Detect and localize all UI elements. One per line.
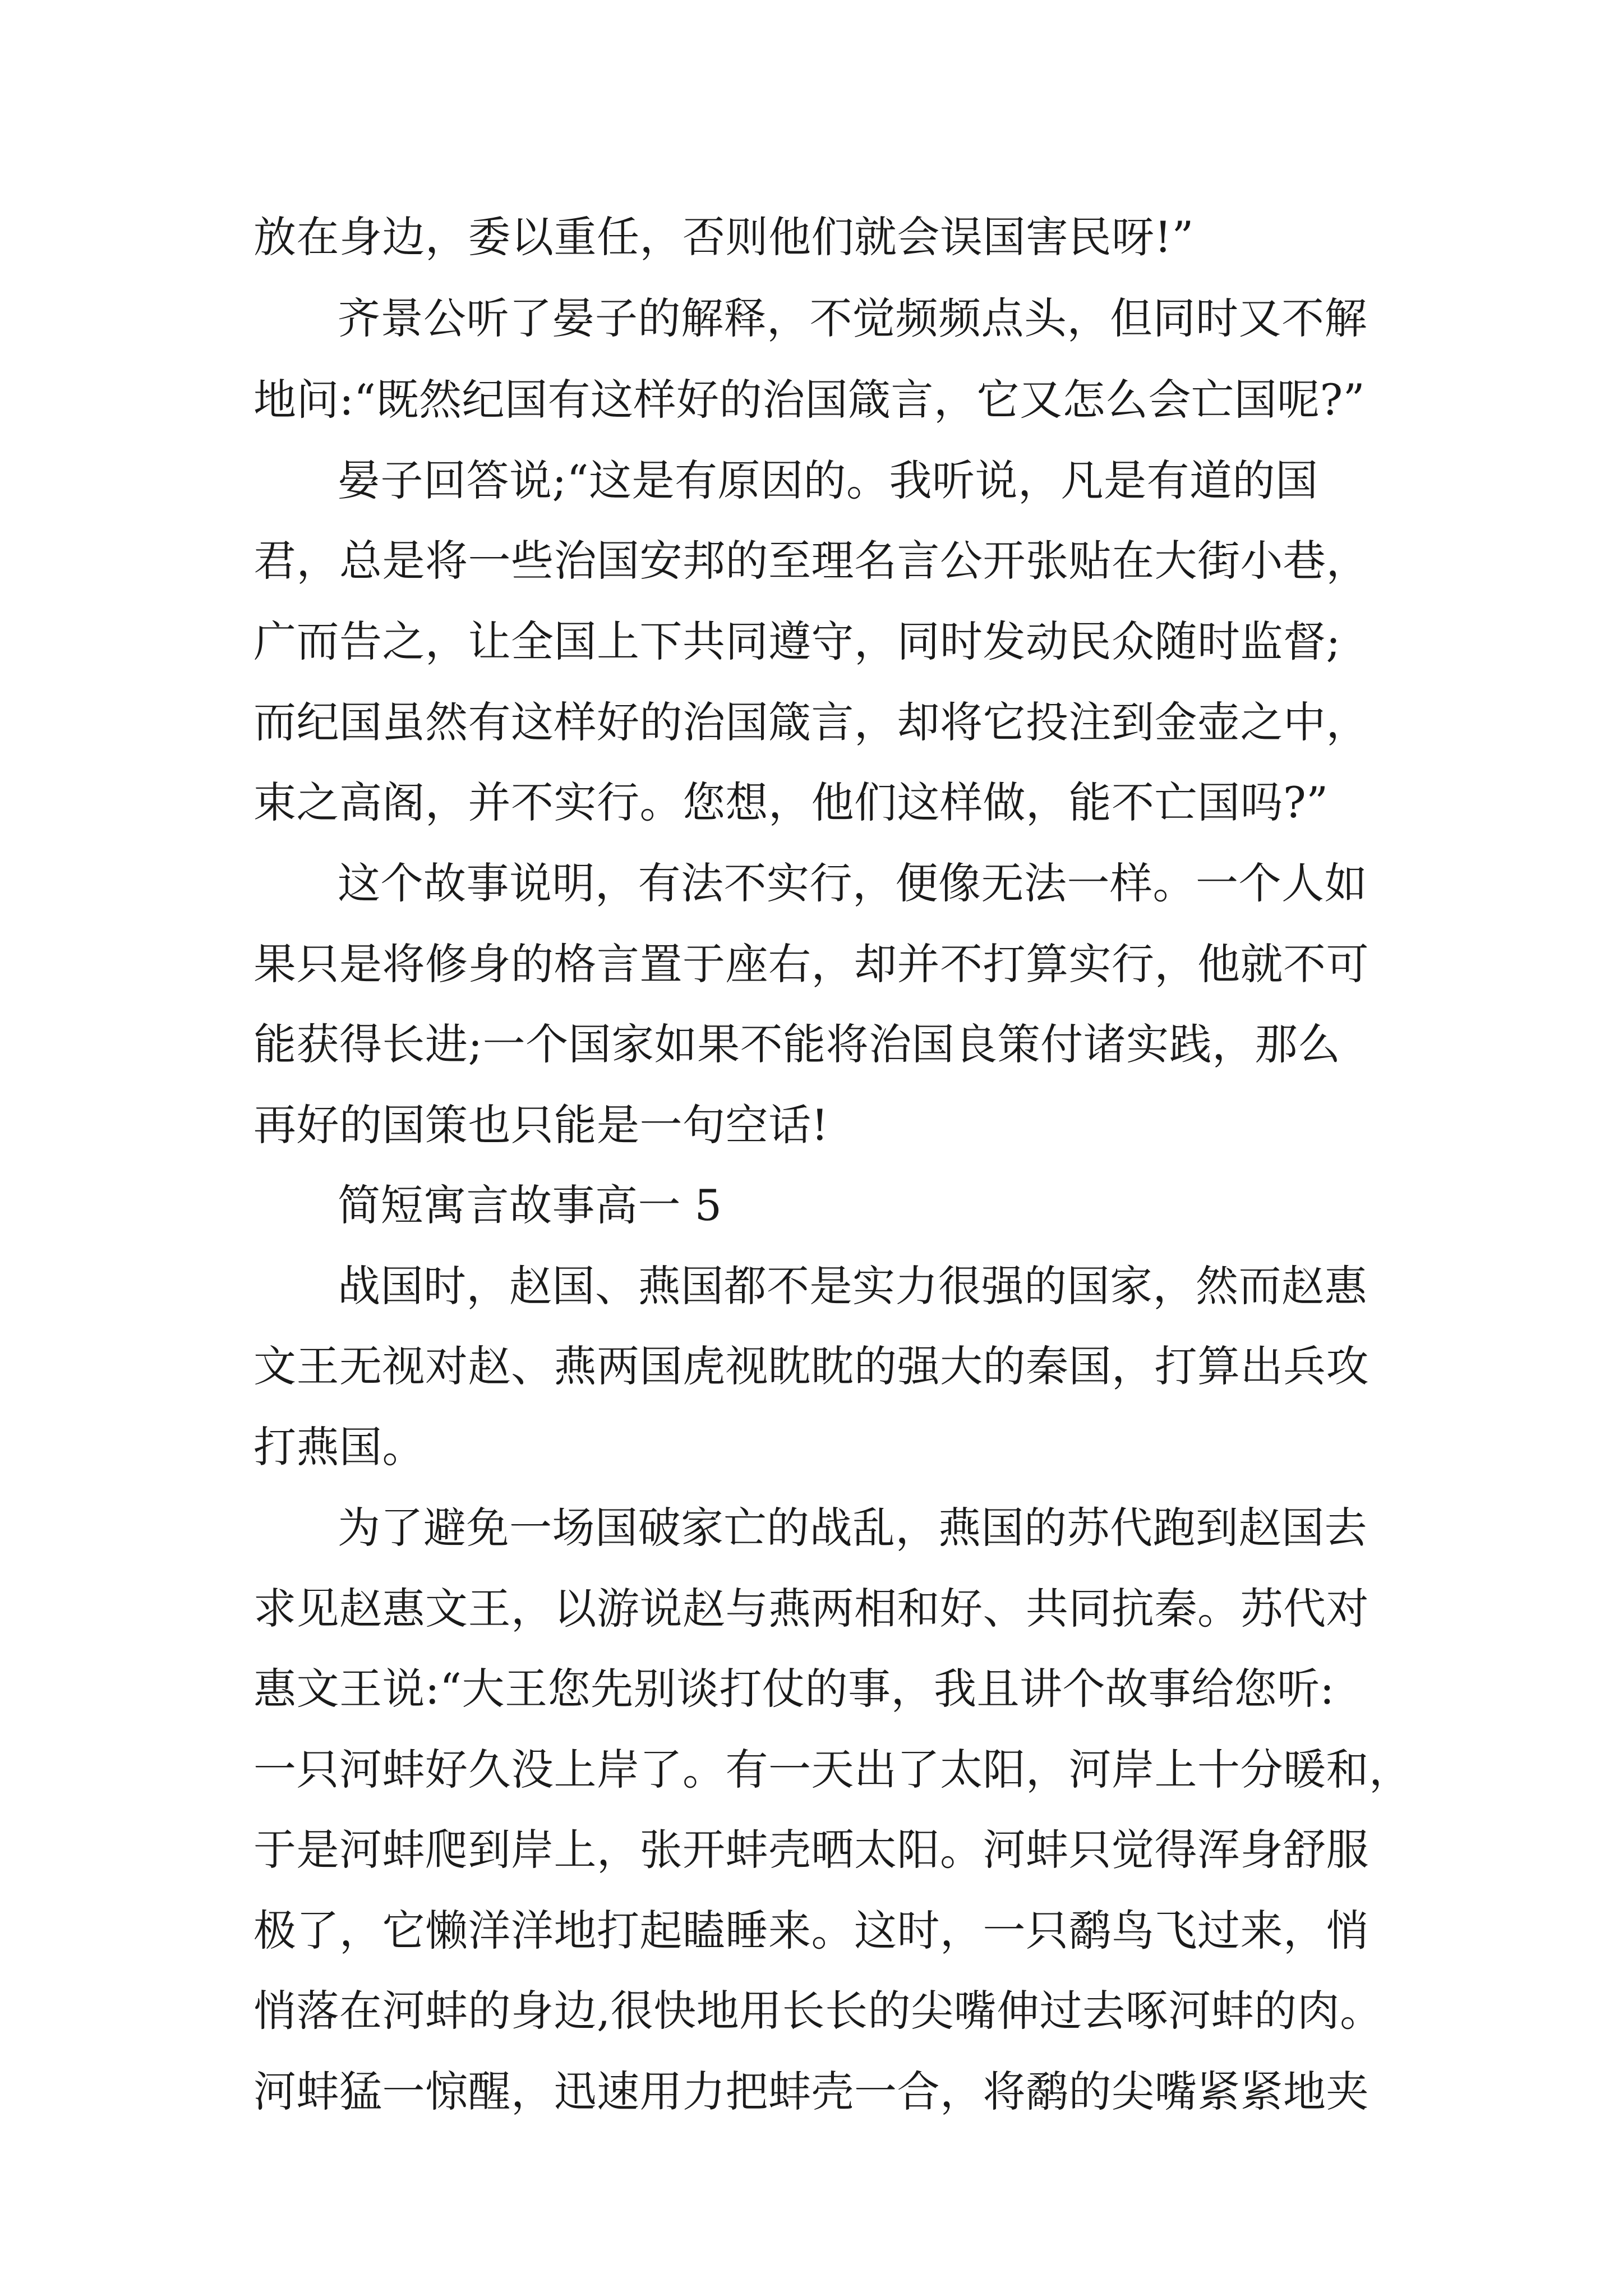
text-line: 于是河蚌爬到岸上，张开蚌壳晒太阳。河蚌只觉得浑身舒服 [253, 1825, 1369, 1875]
section-heading: 简短寓言故事高一 5 [338, 1180, 722, 1230]
text-line: 惠文王说:“大王您先别谈打仗的事，我且讲个故事给您听: [253, 1664, 1335, 1714]
text-line: 再好的国策也只能是一句空话! [253, 1100, 829, 1150]
paragraph-first-line: 齐景公听了晏子的解释，不觉频频点头，但同时又不解 [338, 293, 1367, 343]
text-line: 束之高阁，并不实行。您想，他们这样做，能不亡国吗?” [253, 777, 1329, 827]
text-line: 悄落在河蚌的身边,很快地用长长的尖嘴伸过去啄河蚌的肉。 [253, 1986, 1383, 2036]
text-line: 河蚌猛一惊醒，迅速用力把蚌壳一合，将鹬的尖嘴紧紧地夹 [253, 2067, 1369, 2116]
text-line: 广而告之，让全国上下共同遵守，同时发动民众随时监督; [253, 616, 1341, 666]
text-line: 而纪国虽然有这样好的治国箴言，却将它投注到金壶之中， [253, 697, 1369, 747]
paragraph-first-line: 为了避免一场国破家亡的战乱，燕国的苏代跑到赵国去 [338, 1503, 1367, 1553]
text-line: 能获得长进;一个国家如果不能将治国良策付诸实践，那么 [253, 1019, 1341, 1069]
text-line: 极了，它懒洋洋地打起瞌睡来。这时，一只鹬鸟飞过来，悄 [253, 1906, 1369, 1955]
paragraph-first-line: 这个故事说明，有法不实行，便像无法一样。一个人如 [338, 858, 1367, 908]
text-line: 果只是将修身的格言置于座右，却并不打算实行，他就不可 [253, 939, 1369, 989]
paragraph-first-line: 晏子回答说;“这是有原因的。我听说，凡是有道的国 [338, 455, 1318, 505]
text-line: 文王无视对赵、燕两国虎视眈眈的强大的秦国，打算出兵攻 [253, 1341, 1369, 1391]
text-line: 打燕国。 [253, 1422, 425, 1472]
text-line: 一只河蚌好久没上岸了。有一天出了太阳，河岸上十分暖和， [253, 1745, 1412, 1795]
text-line: 求见赵惠文王，以游说赵与燕两相和好、共同抗秦。苏代对 [253, 1584, 1369, 1634]
text-line: 地问:“既然纪国有这样好的治国箴言，它又怎么会亡国呢?” [253, 375, 1366, 425]
paragraph-first-line: 战国时，赵国、燕国都不是实力很强的国家，然而赵惠 [338, 1261, 1367, 1311]
text-line: 放在身边，委以重任，否则他们就会误国害民呀!” [253, 212, 1194, 262]
text-line: 君，总是将一些治国安邦的至理名言公开张贴在大街小巷， [253, 536, 1369, 586]
